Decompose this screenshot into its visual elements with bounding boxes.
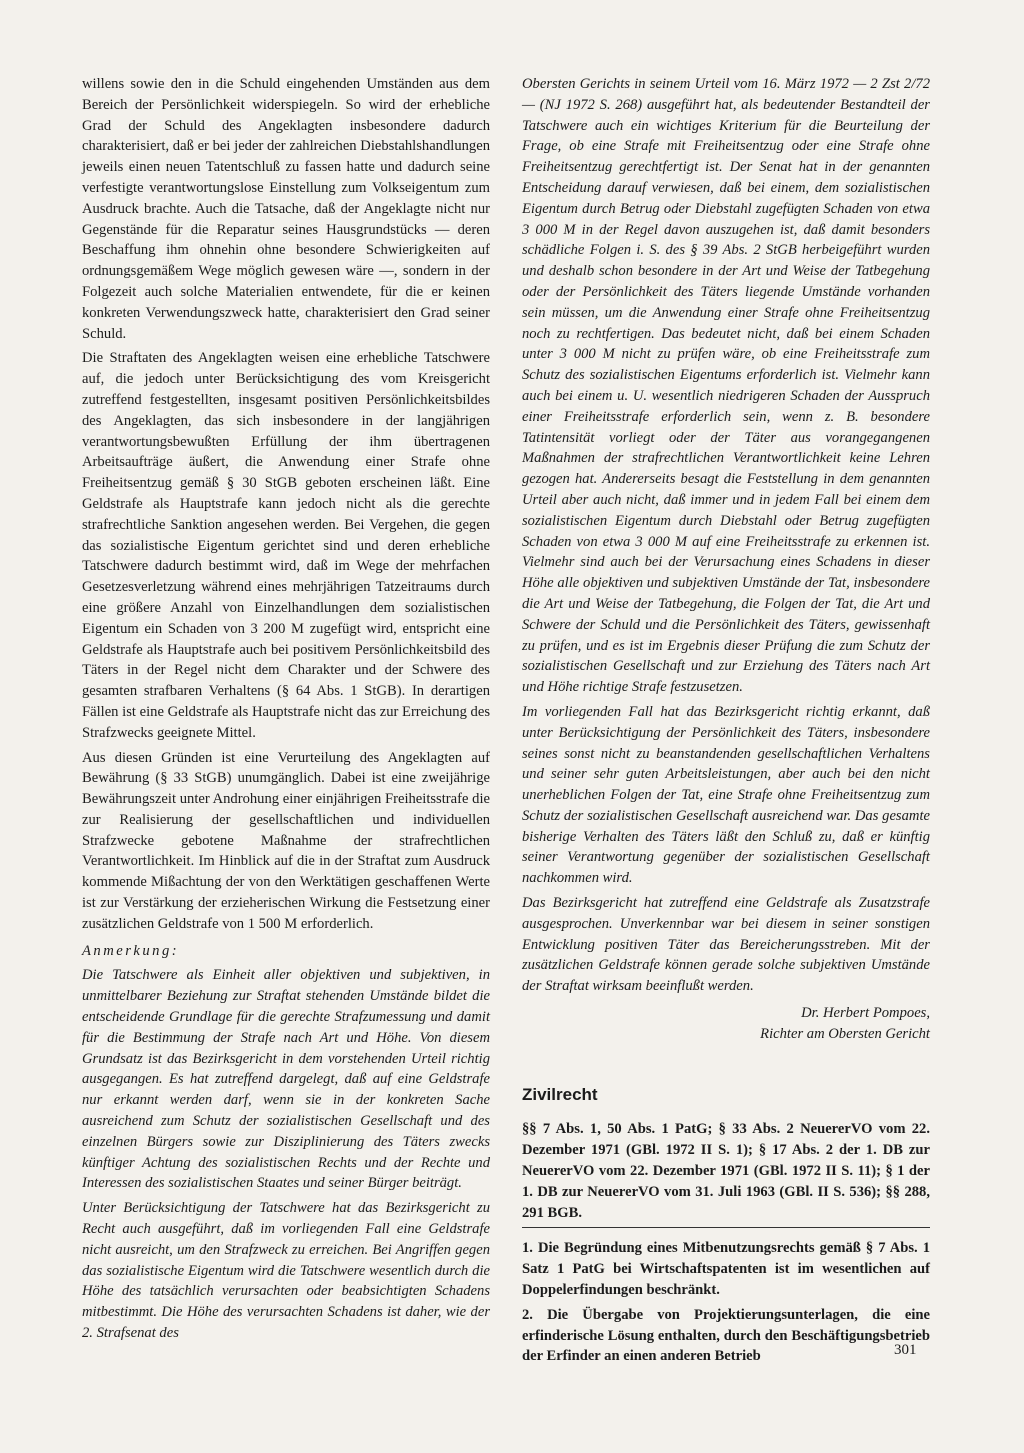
paragraph: willens sowie den in die Schuld eingehenden Umständen aus dem Bereich der Persönlichkeit widerspiegeln. So wird der erhebliche Grad der Schuld des Angeklagten insbesondere dadurch charakterisiert, daß er bei jeder der zahlreichen Diebstahlshandlungen jeweils einen neuen Tatentschluß zu fassen hatte und dadurch seine verfestigte verantwortungslose Einstellung zum Volkseigentum zum Ausdruck brachte. Auch die Tatsache, daß der Angeklagte nicht nur Gegenstände für die Reparatur seines Hausgrundstücks — deren Beschaffung ihm ohnehin ohne besondere Schwierigkeiten auf ordnungsgemäßem Wege möglich gewesen wäre —, sondern in der Folgezeit auch solche Materialien entwendete, für die er keinen konkreten Verwendungszweck hatte, charakterisiert den Grad seiner Schuld. bbox=[82, 76, 490, 342]
headnote: 1. Die Begründung eines Mitbenutzungsrechts gemäß § 7 Abs. 1 Satz 1 PatG bei Wirtschaftspatenten ist im wesentlichen auf Doppelerfindungen beschränkt. bbox=[522, 1240, 930, 1299]
section-title: Zivilrecht bbox=[522, 1084, 598, 1104]
headnote: 2. Die Übergabe von Projektierungsunterlagen, die eine erfinderische Lösung enthalten, durch den Beschäftigungsbetrieb der Erfinder an einen anderen Betrieb bbox=[522, 1306, 930, 1365]
remark-paragraph: Unter Berücksichtigung der Tatschwere hat das Bezirksgericht zu Recht auch ausgeführt, daß im vorliegenden Fall eine Geldstrafe nicht ausreicht, um den Strafzweck zu erreichen. Bei Angriffen gegen das sozialistische Eigentum wird die Tatschwere wesentlich durch die Höhe des tatsächlich verursachten oder beabsichtigten Schadens mitbestimmt. Die Höhe des verursachten Schadens ist daher, wie der 2. Strafsenat des bbox=[82, 1200, 490, 1342]
paragraph: Die Straftaten des Angeklagten weisen eine erhebliche Tatschwere auf, die jedoch unter Berücksichtigung des vom Kreisgericht zutreffend festgestellten, insgesamt positiven Persönlichkeitsbildes des Angeklagten, das sich insbesondere in der langjährigen verantwortungsbewußten Erfüllung der ihm übertragenen Arbeitsaufträge äußert, die Anwendung einer Strafe ohne Freiheitsentzug gemäß § 30 StGB geboten erscheinen läßt. Eine Geldstrafe als Hauptstrafe kann jedoch nicht als die gerechte strafrechtliche Sanktion angesehen werden. Bei Vergehen, die gegen das sozialistische Eigentum gerichtet sind und deren erhebliche Tatschwere dadurch bestimmt wird, daß im Wege der mehrfachen Gesetzesverletzung während eines mehrjährigen Tatzeitraums durch eine größere Anzahl von Einzelhandlungen dem sozialistischen Eigentum ein Schaden von 3 200 M zugefügt wird, entspricht eine Geldstrafe als Hauptstrafe auch bei positivem Persönlichkeitsbild des Täters in der Regel nicht dem Charakter und der Schwere des gesamten strafbaren Verhaltens (§ 64 Abs. 1 StGB). In derartigen Fällen ist eine Geldstrafe als Hauptstrafe nicht das zur Erreichung des Strafzwecks geeignete Mittel. bbox=[82, 350, 490, 741]
signature-name: Dr. Herbert Pompoes, bbox=[801, 1005, 930, 1022]
right-column bbox=[522, 74, 930, 1371]
remark-paragraph: Die Tatschwere als Einheit aller objektiven und subjektiven, in unmittelbarer Beziehung zur Straftat stehenden Umstände bildet die entscheidende Grundlage für die gerechte Strafzumessung und damit für die Bestimmung der Strafe nach Art und Höhe. Von diesem Grundsatz ist das Bezirksgericht in dem vorstehenden Urteil richtig ausgegangen. Es hat zutreffend dargelegt, daß auf eine Geldstrafe nur erkannt werden darf, wenn sie in der konkreten Sache ausreichend zum Schutz der sozialistischen Gesellschaft und des einzelnen Bürgers sowie zur Disziplinierung des Täters zwecks künftiger Achtung des sozialistischen Rechts und der Rechte und Interessen des sozialistischen Staates und seiner Bürger beiträgt. bbox=[82, 967, 490, 1192]
page-number: 301 bbox=[894, 1342, 917, 1358]
left-column bbox=[82, 74, 490, 1348]
remark-heading: Anmerkung: bbox=[82, 942, 180, 959]
divider bbox=[522, 1227, 930, 1228]
remark-paragraph: Das Bezirksgericht hat zutreffend eine Geldstrafe als Zusatzstrafe ausgesprochen. Unverkennbar war bei diesem in seiner sonstigen Entwicklung positiven Täter das Bereicherungsstreben. Mit der zusätzlichen Geldstrafe können gerade solche subjektiven Umstände der Straftat wirksam beeinflußt werden. bbox=[522, 895, 930, 995]
signature-title: Richter am Obersten Gericht bbox=[760, 1025, 930, 1042]
remark-paragraph: Im vorliegenden Fall hat das Bezirksgericht richtig erkannt, daß unter Berücksichtigung der Persönlichkeit des Täters, insbesondere seines sonst nicht zu beanstandenden gesellschaftlichen Verhaltens und seiner sehr guten Arbeitsleistungen, aber auch bei den nicht unerheblichen Folgen der Tat, eine Strafe ohne Freiheitsentzug zum Schutz der sozialistischen Gesellschaft ausreichend war. Das gesamte bisherige Verhalten des Täters läßt den Schluß zu, daß er künftig seiner Verantwortung gegenüber der sozialistischen Gesellschaft nachkommen wird. bbox=[522, 703, 930, 887]
legal-citation: §§ 7 Abs. 1, 50 Abs. 1 PatG; § 33 Abs. 2 NeuererVO vom 22. Dezember 1971 (GBl. 1972 II S. 1); § 17 Abs. 2 der 1. DB zur NeuererVO vom 22. Dezember 1971 (GBl. 1972 II S. 11); § 1 der 1. DB zur NeuererVO vom 31. Juli 1963 (GBl. II S. 536); §§ 288, 291 BGB. bbox=[522, 1121, 930, 1221]
remark-paragraph: Obersten Gerichts in seinem Urteil vom 16. März 1972 — 2 Zst 2/72 — (NJ 1972 S. 268) ausgeführt hat, als bedeutender Bestandteil der Tatschwere auch ein wichtiges Kriterium für die Beurteilung der Frage, ob eine Strafe mit Freiheitsentzug oder eine Strafe ohne Freiheitsentzug gerechtfertigt ist. Der Senat hat in der genannten Entscheidung darauf verwiesen, daß bei einem, dem sozialistischen Eigentum durch Betrug oder Diebstahl zugefügten Schaden von etwa 3 000 M in der Regel davon auszugehen ist, daß damit besonders schädliche Folgen i. S. des § 39 Abs. 2 StGB herbeigeführt wurden und deshalb schon besondere in der Art und Weise der Tatbegehung oder der Persönlichkeit des Täters liegende Umstände vorhanden sein müssen, um die Anwendung einer Strafe ohne Freiheitsentzug noch zu rechtfertigen. Das bedeutet nicht, daß bei einem Schaden unter 3 000 M nicht zu prüfen wäre, ob eine Freiheitsstrafe zum Schutz des sozialistischen Eigentums erforderlich ist. Vielmehr kann auch bei einem u. U. wesentlich niedrigeren Schaden der Ausspruch einer Freiheitsstrafe erforderlich sein, wenn z. B. besondere Tatintensität vorliegt oder der Täter aus vorangegangenen Maßnahmen der strafrechtlichen Verantwortlichkeit keine Lehren gezogen hat. Andererseits besagt die Feststellung in dem genannten Urteil aber auch nicht, daß immer und in jedem Fall bei einem dem sozialistischen Eigentum durch Diebstahl oder Betrug zugefügten Schaden von etwa 3 000 M auf eine Freiheitsstrafe zu erkennen ist. Vielmehr sind auch bei der Verursachung eines Schadens in dieser Höhe alle objektiven und subjektiven Umstände der Tat, insbesondere die Art und Weise der Tatbegehung, die Folgen der Tat, die Art und Schwere der Schuld und die Persönlichkeit des Täters, gewissenhaft zu prüfen, und es ist im Ergebnis dieser Prüfung die zum Schutz der sozialistischen Gesellschaft und zur Erziehung des Täters nach Art und Höhe richtige Strafe festzusetzen. bbox=[522, 76, 930, 696]
paragraph: Aus diesen Gründen ist eine Verurteilung des Angeklagten auf Bewährung (§ 33 StGB) unumgänglich. Dabei ist eine zweijährige Bewährungszeit unter Androhung einer einjährigen Freiheitsstrafe die zur Realisierung der gesellschaftlichen und individuellen Strafzwecke gebotene Maßnahme der strafrechtlichen Verantwortlichkeit. Im Hinblick auf die in der Straftat zum Ausdruck kommende Mißachtung der von den Werktätigen geschaffenen Werte ist zur Verstärkung der erzieherischen Wirkung die Festsetzung einer zusätzlichen Geldstrafe von 1 500 M erforderlich. bbox=[82, 749, 490, 932]
